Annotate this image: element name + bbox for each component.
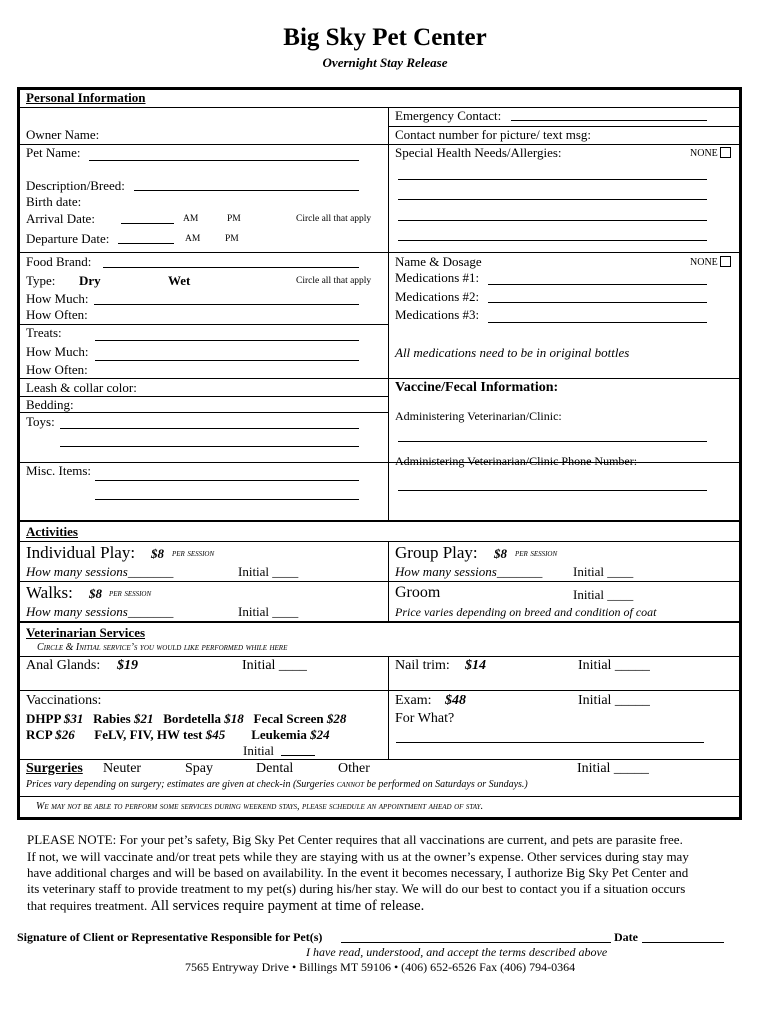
surgery-other[interactable]: Other [338,761,370,776]
for-what-label: For What? [395,711,455,726]
col-divider-activities [388,541,389,621]
food-how-much-line[interactable] [94,304,359,305]
food-circle-note: Circle all that apply [296,276,372,286]
vet-services-heading: Veterinarian Services [26,625,146,640]
rule-leash [19,378,740,379]
dhpp-price: $31 [63,711,84,726]
food-how-often-label: How Often: [26,307,88,322]
food-brand-line[interactable] [103,267,359,268]
treats-how-often-label: How Often: [26,362,88,377]
departure-date-line[interactable] [118,243,174,244]
walks-per-session: per session [109,588,152,599]
exam-price: $48 [445,693,466,708]
dhpp-label[interactable]: DHPP [26,711,61,726]
surgery-spay[interactable]: Spay [185,761,213,776]
rabies-label[interactable]: Rabies [93,711,131,726]
bedding-label: Bedding: [26,397,74,412]
walks-initial[interactable]: Initial ____ [238,604,299,619]
groom-note: Price varies depending on breed and condition of coat [395,605,657,619]
special-none-label: NONE [690,148,718,159]
bordetella-price: $18 [224,711,244,726]
food-how-much-label: How Much: [26,291,89,306]
signature-line[interactable] [341,942,611,943]
toys-line-1[interactable] [60,428,359,429]
notice-line-2: If not, we will vaccinate and/or treat pets while they are staying with us at the owner’s expense. Other services during stay may [27,849,689,864]
special-line-1[interactable] [398,179,707,180]
exam-initial[interactable]: Initial _____ [578,693,650,708]
signature-label: Signature of Client or Representative Responsible for Pet(s) [17,930,323,944]
page-title: Big Sky Pet Center [283,24,487,51]
vacc-initial-label: Initial [243,743,275,758]
treats-how-much-line[interactable] [95,360,359,361]
anal-glands-initial[interactable]: Initial ____ [242,658,307,673]
vaccinations-label: Vaccinations: [26,693,102,708]
food-type-wet[interactable]: Wet [168,273,191,288]
birth-date-label: Birth date: [26,194,82,209]
surgery-note [26,779,528,790]
special-line-2[interactable] [398,199,707,200]
food-type-dry[interactable]: Dry [79,273,101,288]
medication-1-label: Medications #1: [395,270,480,285]
address-line: 7565 Entryway Drive • Billings MT 59106 • (406) 652-6526 Fax (406) 794-0364 [185,960,576,974]
notice-payment: All services require payment at time of release. [150,898,425,914]
for-what-line[interactable] [396,742,704,743]
rule-activities-top [19,520,740,522]
owner-name-label: Owner Name: [26,127,100,142]
groom-label: Groom [395,584,441,601]
individual-play-price: $8 [151,546,164,561]
toys-line-2[interactable] [60,446,359,447]
felv-price: $45 [205,727,226,742]
description-label: Description/Breed: [26,178,125,193]
rcp-price: $26 [55,727,75,742]
personal-heading: Personal Information [26,90,146,105]
rule-toys [19,412,388,413]
notice-line-5 [27,898,424,915]
vaccine-heading: Vaccine/Fecal Information: [395,380,559,395]
rule-play-sessions [19,581,740,582]
misc-label: Misc. Items: [26,463,91,478]
nail-trim-label: Nail trim: [395,658,450,673]
rule-personal-top [19,107,740,108]
notice-line-5a: that requires treatment. [27,898,148,913]
notice-line-3: have additional charges and will be based on availability. In the event it becomes necessary, I authorize Big Sky Pet Center and [27,865,689,880]
vacc-initial-line[interactable] [281,755,315,756]
surgery-note-b: be performed on Saturdays or Sundays.) [366,779,528,790]
vet-clinic-line[interactable] [398,441,707,442]
felv-label[interactable]: FeLV, FIV, HW test [94,727,203,742]
individual-play-label: Individual Play: [26,543,136,562]
medication-3-line[interactable] [488,322,707,323]
vacc-row-1 [26,711,346,727]
meds-none-checkbox[interactable] [720,256,731,267]
group-initial[interactable]: Initial ____ [573,564,634,579]
vet-phone-line[interactable] [398,490,707,491]
treats-line[interactable] [95,340,359,341]
bordetella-label[interactable]: Bordetella [163,711,221,726]
pet-name-label: Pet Name: [26,145,81,160]
date-line[interactable] [642,942,724,943]
arrival-pm[interactable]: PM [227,214,241,224]
col-divider-top [388,107,389,520]
col-divider-vet [388,656,389,759]
individual-per-session: per session [172,548,215,559]
departure-date-label: Departure Date: [26,231,110,246]
rcp-label[interactable]: RCP [26,727,52,742]
toys-label: Toys: [26,414,55,429]
name-dosage-label: Name & Dosage [395,254,482,269]
surgery-dental[interactable]: Dental [256,761,294,776]
vacc-row-2 [26,727,330,743]
meds-none-label: NONE [690,257,718,268]
special-needs-label: Special Health Needs/Allergies: [395,145,562,160]
contact-number-label: Contact number for picture/ text msg: [395,127,592,142]
nail-trim-initial[interactable]: Initial _____ [578,658,650,673]
departure-am[interactable]: AM [185,234,201,244]
vet-clinic-label: Administering Veterinarian/Clinic: [395,409,562,423]
arrival-date-label: Arrival Date: [26,211,95,226]
rule-vaccinations [19,759,740,760]
date-label: Date [614,930,638,944]
misc-line-1[interactable] [95,480,359,481]
notice-line-1: PLEASE NOTE: For your pet’s safety, Big Sky Pet Center requires that all vaccinations are current, and pets are parasite free. [27,832,683,847]
terms-acceptance: I have read, understood, and accept the terms described above [306,945,608,959]
leukemia-label[interactable]: Leukemia [251,727,307,742]
pet-name-line[interactable] [89,160,359,161]
rule-row-pet [19,144,740,145]
departure-pm[interactable]: PM [225,234,239,244]
treats-label: Treats: [26,325,62,340]
food-type-label: Type: [26,273,56,288]
anal-glands-price: $19 [117,658,138,673]
group-play-label: Group Play: [395,543,478,562]
surgeries-label: Surgeries [26,761,83,776]
surgery-note-a: Prices vary depending on surgery; estimates are given at check-in (Surgeries [26,779,335,790]
group-play-price: $8 [494,546,507,561]
misc-line-2[interactable] [95,499,359,500]
nail-trim-price: $14 [465,658,486,673]
emergency-contact-line[interactable] [511,120,707,121]
weekend-note: We may not be able to perform some services during weekend stays, please schedule an appointment ahead of stay. [36,801,484,812]
fecal-price: $28 [326,711,347,726]
rule-food-top [19,252,740,253]
arrival-am[interactable]: AM [183,214,199,224]
surgery-note-cannot: cannot [336,779,364,790]
rule-vet-heading [19,656,740,657]
walks-how-many[interactable]: How many sessions_______ [26,604,174,619]
walks-price: $8 [89,586,102,601]
individual-how-many[interactable]: How many sessions_______ [26,564,174,579]
rule-anal [19,690,740,691]
arrival-date-line[interactable] [121,223,174,224]
leash-label: Leash & collar color: [26,380,137,395]
rabies-price: $21 [133,711,154,726]
surgery-neuter[interactable]: Neuter [103,761,142,776]
surgery-initial[interactable]: Initial _____ [577,761,649,776]
food-brand-label: Food Brand: [26,254,92,269]
medication-2-line[interactable] [488,302,707,303]
description-line[interactable] [134,190,359,191]
individual-initial[interactable]: Initial ____ [238,564,299,579]
special-line-3[interactable] [398,220,707,221]
activities-heading: Activities [26,524,78,539]
group-per-session: per session [515,548,558,559]
fecal-label[interactable]: Fecal Screen [253,711,324,726]
notice-line-4: its veterinary staff to provide treatment to my pet(s) during his/her stay. We will do our best to contact you if a situation occurs [27,881,686,896]
page-subtitle: Overnight Stay Release [322,55,448,70]
special-line-4[interactable] [398,240,707,241]
groom-initial[interactable]: Initial ____ [573,587,634,602]
medication-1-line[interactable] [488,284,707,285]
medications-note: All medications need to be in original bottles [395,345,630,360]
rule-surgeries [19,796,740,797]
treats-how-much-label: How Much: [26,344,89,359]
leukemia-price: $24 [310,727,330,742]
rule-vet-top [19,621,740,623]
anal-glands-label: Anal Glands: [26,658,101,673]
group-how-many[interactable]: How many sessions_______ [395,564,543,579]
vet-circle-note: Circle & Initial service’s you would like performed while here [37,642,288,653]
arrival-circle-note: Circle all that apply [296,214,372,224]
walks-label: Walks: [26,583,73,602]
vet-phone-label: Administering Veterinarian/Clinic Phone Number: [395,454,638,468]
special-none-checkbox[interactable] [720,147,731,158]
rule-treats [19,324,388,325]
emergency-contact-label: Emergency Contact: [395,108,502,123]
medication-2-label: Medications #2: [395,289,480,304]
exam-label: Exam: [395,693,432,708]
medication-3-label: Medications #3: [395,307,480,322]
rule-bedding [19,396,388,397]
rule-activities-heading [19,541,740,542]
